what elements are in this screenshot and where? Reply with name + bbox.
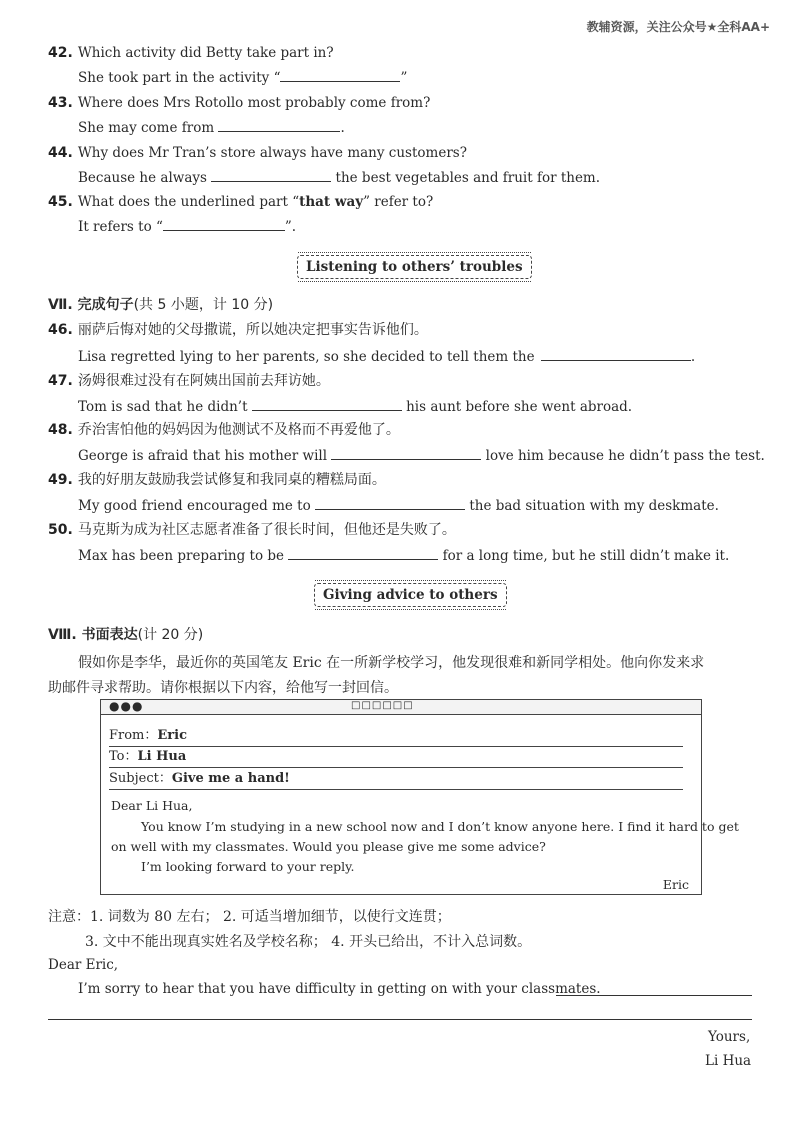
answer-line-45	[78, 216, 296, 235]
reply-closing: Yours,	[708, 1029, 751, 1045]
answer-line-43	[78, 117, 345, 136]
chinese-sentence: 乔治害怕他的妈妈因为他测试不及格而不再爱他了。	[77, 422, 400, 438]
reply-opening-sentence: I’m sorry to hear that you have difficulty in getting on with your classmates.	[78, 981, 601, 997]
question-43	[48, 92, 430, 111]
sentence-49-cn	[48, 469, 386, 489]
english-prefix: George is afraid that his mother will	[78, 448, 328, 464]
watermark: 教辅资源，关注公众号★全科AA+	[586, 20, 770, 34]
answer-blank[interactable]	[218, 117, 340, 132]
question-number: 47.	[48, 373, 73, 389]
subject-value: Give me a hand!	[171, 771, 290, 786]
english-prefix: Max has been preparing to be	[78, 548, 284, 564]
section-score: (计 20 分)	[137, 627, 204, 643]
question-text-post: ” refer to?	[363, 194, 434, 210]
reply-name: Li Hua	[705, 1053, 752, 1069]
sentence-47-cn	[48, 370, 330, 390]
section-8-heading	[48, 624, 203, 644]
question-number: 44.	[48, 145, 73, 161]
reply-blank-2[interactable]	[48, 1019, 752, 1020]
reply-greeting: Dear Eric,	[48, 957, 119, 973]
question-number: 45.	[48, 194, 73, 210]
subject-label: Subject：	[109, 771, 172, 786]
question-45	[48, 191, 433, 210]
answer-blank[interactable]	[288, 545, 438, 560]
email-subject	[109, 769, 683, 790]
answer-blank[interactable]	[315, 495, 465, 510]
email-body-line2: on well with my classmates. Would you please give me some advice?	[111, 839, 546, 854]
question-44	[48, 142, 467, 161]
email-to	[109, 747, 683, 768]
email-body-line1: You know I’m studying in a new school now and I don’t know anyone here. I find it hard to get	[141, 819, 739, 834]
question-number: 49.	[48, 472, 73, 488]
question-text: Which activity did Betty take part in?	[77, 45, 334, 61]
toolbar-tabs-icon: □□□□□□	[351, 700, 414, 711]
chinese-sentence: 丽萨后悔对她的父母撒谎，所以她决定把事实告诉他们。	[77, 322, 428, 338]
from-value: Eric	[157, 728, 188, 743]
answer-blank[interactable]	[541, 346, 691, 361]
answer-line-42	[78, 67, 407, 86]
section-title: Ⅷ. 书面表达	[48, 627, 138, 643]
answer-prefix: It refers to “	[78, 219, 163, 235]
answer-suffix: .	[340, 120, 345, 136]
sentence-46-en	[78, 346, 695, 365]
writing-prompt-line2: 助邮件寻求帮助。请你根据以下内容，给他写一封回信。	[48, 680, 398, 696]
sentence-48-cn	[48, 419, 400, 439]
english-suffix: the bad situation with my deskmate.	[469, 498, 719, 514]
writing-prompt-line1: 假如你是李华，最近你的英国笔友 Eric 在一所新学校学习，他发现很难和新同学相处。他向你发来求	[78, 655, 705, 671]
email-body-line3: I’m looking forward to your reply.	[141, 859, 355, 874]
section-banner-advice: Giving advice to others	[314, 583, 507, 607]
email-signoff: Eric	[662, 877, 689, 892]
reply-first-line	[78, 981, 601, 997]
email-window	[100, 699, 739, 895]
sentence-49-en	[78, 495, 719, 514]
section-banner-listening: Listening to others’ troubles	[297, 255, 532, 279]
sentence-50-cn	[48, 519, 456, 539]
to-label: To：	[109, 749, 138, 764]
section-title: Ⅶ. 完成句子	[48, 297, 134, 313]
answer-blank[interactable]	[331, 445, 481, 460]
question-text: Where does Mrs Rotollo most probably come from?	[77, 95, 431, 111]
english-suffix: his aunt before she went abroad.	[406, 399, 633, 415]
answer-suffix: ”.	[284, 219, 297, 235]
question-text: Why does Mr Tran’s store always have many customers?	[77, 145, 467, 161]
answer-blank[interactable]	[280, 67, 400, 82]
sentence-47-en	[78, 396, 632, 415]
answer-prefix: She took part in the activity “	[78, 70, 281, 86]
question-number: 50.	[48, 522, 73, 538]
sentence-50-en	[78, 545, 729, 564]
email-greeting: Dear Li Hua,	[111, 798, 193, 813]
answer-prefix: Because he always	[78, 170, 207, 186]
email-from	[109, 726, 683, 747]
answer-line-44	[78, 167, 600, 186]
answer-blank[interactable]	[163, 216, 285, 231]
chinese-sentence: 汤姆很难过没有在阿姨出国前去拜访她。	[77, 373, 330, 389]
to-value: Li Hua	[137, 749, 187, 764]
chinese-sentence: 我的好朋友鼓励我尝试修复和我同桌的糟糕局面。	[77, 472, 386, 488]
english-prefix: Lisa regretted lying to her parents, so she decided to tell them the	[78, 349, 535, 365]
answer-prefix: She may come from	[78, 120, 215, 136]
sentence-48-en	[78, 445, 765, 464]
question-number: 48.	[48, 422, 73, 438]
english-suffix: for a long time, but he still didn’t make it.	[442, 548, 730, 564]
english-suffix: .	[690, 349, 696, 365]
window-dots-icon: ●●●	[109, 699, 144, 713]
from-label: From：	[109, 728, 158, 743]
section-7-heading	[48, 294, 273, 314]
section-score: (共 5 小题，计 10 分)	[133, 297, 274, 313]
english-suffix: love him because he didn’t pass the test.	[485, 448, 765, 464]
question-number: 46.	[48, 322, 73, 338]
english-prefix: My good friend encouraged me to	[78, 498, 311, 514]
question-number: 43.	[48, 95, 73, 111]
email-title-bar	[101, 700, 701, 715]
reply-blank-1[interactable]	[556, 995, 752, 996]
answer-blank[interactable]	[252, 396, 402, 411]
answer-suffix: the best vegetables and fruit for them.	[335, 170, 601, 186]
english-prefix: Tom is sad that he didn’t	[78, 399, 248, 415]
sentence-46-cn	[48, 319, 428, 339]
chinese-sentence: 马克斯为成为社区志愿者准备了很长时间，但他还是失败了。	[77, 522, 456, 538]
question-number: 42.	[48, 45, 73, 61]
notes-line2: 3. 文中不能出现真实姓名及学校名称； 4. 开头已给出，不计入总词数。	[85, 934, 532, 950]
question-42	[48, 42, 334, 61]
question-text-pre: What does the underlined part “	[77, 194, 300, 210]
notes-line1: 注意：1. 词数为 80 左右； 2. 可适当增加细节，以使行文连贯；	[48, 909, 451, 925]
answer-suffix: ”	[400, 70, 408, 86]
underlined-part: that way	[299, 194, 364, 210]
answer-blank[interactable]	[211, 167, 331, 182]
